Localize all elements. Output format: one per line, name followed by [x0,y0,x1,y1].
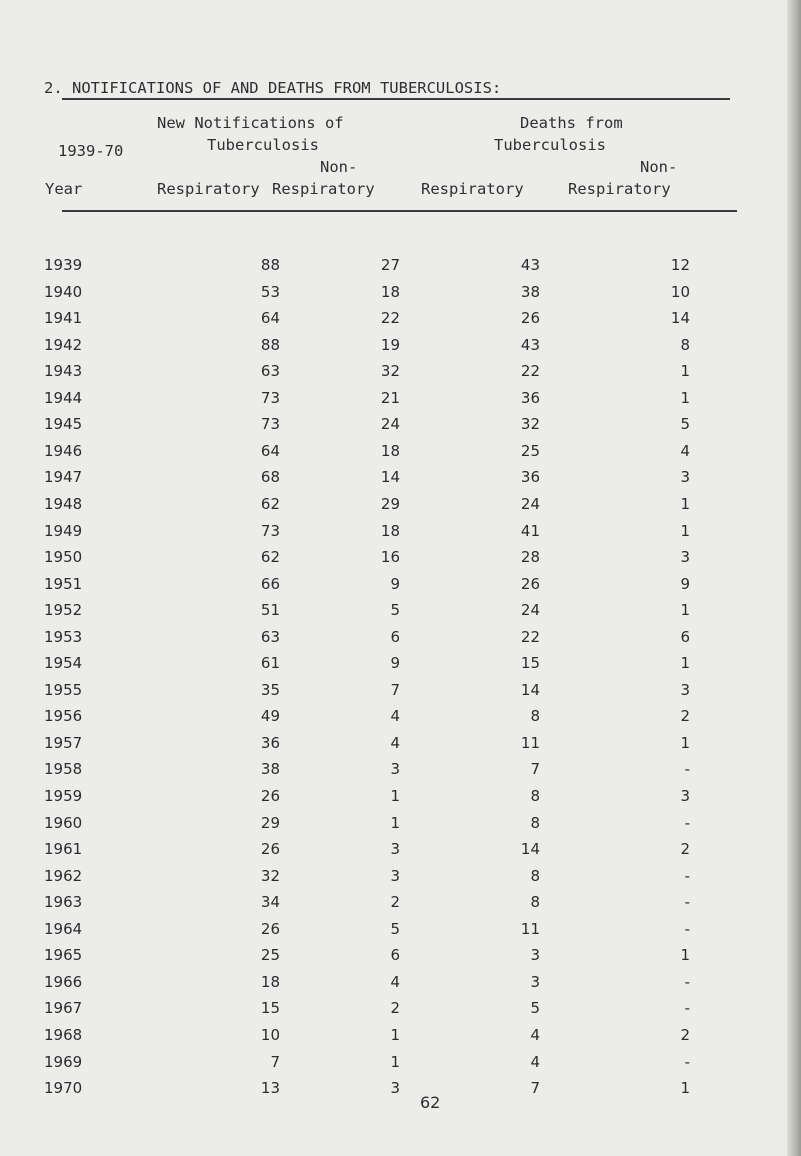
non-respiratory-notifications-cell: 9 [390,574,400,593]
year-cell: 1942 [44,335,83,354]
header-non-1: Non- [320,158,358,176]
non-respiratory-deaths-cell: - [684,813,690,832]
respiratory-notifications-cell: 66 [260,574,280,593]
non-respiratory-notifications-cell: 3 [390,760,400,779]
respiratory-deaths-cell: 4 [530,1025,540,1044]
non-respiratory-notifications-cell: 18 [380,441,400,460]
table-row [0,1078,801,1099]
year-cell: 1944 [44,388,83,407]
non-respiratory-deaths-cell: - [684,919,690,938]
non-respiratory-deaths-cell: - [684,866,690,885]
non-respiratory-deaths-cell: 1 [680,362,690,381]
table-row [0,308,801,329]
respiratory-deaths-cell: 3 [530,946,540,965]
non-respiratory-notifications-cell: 18 [380,282,400,301]
year-cell: 1954 [44,654,83,673]
respiratory-notifications-cell: 32 [260,866,280,885]
year-cell: 1941 [44,309,83,328]
respiratory-deaths-cell: 26 [520,309,540,328]
non-respiratory-deaths-cell: 2 [680,1025,690,1044]
header-bottom-rule [62,210,737,212]
non-respiratory-deaths-cell: 1 [680,654,690,673]
table-row [0,1025,801,1046]
year-cell: 1939 [44,256,83,274]
year-cell: 1955 [44,680,83,699]
non-respiratory-notifications-cell: 1 [390,1052,400,1071]
respiratory-deaths-cell: 4 [530,1052,540,1071]
year-cell: 1958 [44,760,83,779]
non-respiratory-notifications-cell: 18 [380,521,400,540]
respiratory-notifications-cell: 53 [260,282,280,301]
non-respiratory-deaths-cell: 1 [680,521,690,540]
year-cell: 1953 [44,627,83,646]
table-row [0,494,801,515]
respiratory-notifications-cell: 73 [260,415,280,434]
table-row [0,998,801,1019]
non-respiratory-deaths-cell: 14 [670,309,690,328]
non-respiratory-deaths-cell: 10 [670,282,690,301]
year-cell: 1940 [44,282,83,301]
respiratory-notifications-cell: 15 [260,999,280,1018]
non-respiratory-deaths-cell: 2 [680,840,690,859]
respiratory-deaths-cell: 8 [530,893,540,912]
table-row [0,414,801,435]
non-respiratory-deaths-cell: 9 [680,574,690,593]
respiratory-notifications-cell: 51 [260,601,280,620]
year-cell: 1943 [44,362,83,381]
year-cell: 1970 [44,1079,83,1098]
respiratory-deaths-cell: 22 [520,627,540,646]
respiratory-notifications-cell: 64 [260,441,280,460]
year-cell: 1951 [44,574,83,593]
year-cell: 1959 [44,787,83,805]
respiratory-deaths-cell: 8 [530,813,540,832]
respiratory-deaths-cell: 14 [520,680,540,699]
table-row [0,547,801,568]
non-respiratory-deaths-cell: 3 [680,787,690,805]
respiratory-deaths-cell: 11 [520,919,540,938]
table-row [0,839,801,860]
header-top-rule [62,98,730,100]
non-respiratory-deaths-cell: - [684,999,690,1018]
year-cell: 1945 [44,415,83,434]
header-non-2: Non- [640,158,678,176]
non-respiratory-deaths-cell: 1 [680,494,690,513]
non-respiratory-notifications-cell: 6 [390,946,400,965]
year-cell: 1949 [44,521,83,540]
table-row [0,813,801,834]
respiratory-notifications-cell: 88 [260,335,280,354]
respiratory-deaths-cell: 15 [520,654,540,673]
respiratory-deaths-cell: 25 [520,441,540,460]
non-respiratory-notifications-cell: 1 [390,787,400,805]
respiratory-notifications-cell: 64 [260,309,280,328]
non-respiratory-deaths-cell: 5 [680,415,690,434]
non-respiratory-deaths-cell: 3 [680,680,690,699]
respiratory-deaths-cell: 5 [530,999,540,1018]
table-row [0,786,801,807]
respiratory-notifications-cell: 25 [260,946,280,965]
table-row [0,919,801,940]
table-row [0,892,801,913]
non-respiratory-notifications-cell: 5 [390,919,400,938]
non-respiratory-deaths-cell: 8 [680,335,690,354]
respiratory-notifications-cell: 73 [260,388,280,407]
non-respiratory-notifications-cell: 9 [390,654,400,673]
year-cell: 1952 [44,601,83,620]
respiratory-notifications-cell: 13 [260,1079,280,1098]
respiratory-notifications-cell: 88 [260,256,280,274]
non-respiratory-deaths-cell: 3 [680,548,690,567]
year-cell: 1963 [44,893,83,912]
table-row [0,972,801,993]
respiratory-deaths-cell: 26 [520,574,540,593]
non-respiratory-notifications-cell: 1 [390,1025,400,1044]
year-cell: 1947 [44,468,83,487]
non-respiratory-notifications-cell: 14 [380,468,400,487]
respiratory-deaths-cell: 43 [520,335,540,354]
non-respiratory-notifications-cell: 7 [390,680,400,699]
non-respiratory-notifications-cell: 19 [380,335,400,354]
table-row [0,441,801,462]
non-respiratory-notifications-cell: 32 [380,362,400,381]
title-line-1: 2. NOTIFICATIONS OF AND DEATHS FROM TUBERCULOSIS: [44,79,502,97]
table-row [0,759,801,780]
table-row [0,680,801,701]
year-cell: 1948 [44,494,83,513]
non-respiratory-deaths-cell: 4 [680,441,690,460]
respiratory-notifications-cell: 49 [260,707,280,726]
non-respiratory-notifications-cell: 3 [390,866,400,885]
header-respiratory-notifications: Respiratory [157,180,260,198]
table-row [0,361,801,382]
non-respiratory-deaths-cell: 1 [680,388,690,407]
non-respiratory-deaths-cell: - [684,760,690,779]
table-row [0,388,801,409]
respiratory-notifications-cell: 63 [260,362,280,381]
non-respiratory-notifications-cell: 4 [390,733,400,752]
non-respiratory-deaths-cell: 12 [670,256,690,274]
header-non-respiratory-notifications: Respiratory [272,180,375,198]
respiratory-deaths-cell: 36 [520,468,540,487]
respiratory-deaths-cell: 22 [520,362,540,381]
respiratory-notifications-cell: 61 [260,654,280,673]
respiratory-notifications-cell: 63 [260,627,280,646]
year-cell: 1946 [44,441,83,460]
respiratory-notifications-cell: 7 [270,1052,280,1071]
year-cell: 1960 [44,813,83,832]
non-respiratory-notifications-cell: 27 [380,256,400,274]
year-cell: 1966 [44,972,83,991]
table-row [0,945,801,966]
respiratory-notifications-cell: 26 [260,919,280,938]
respiratory-deaths-cell: 3 [530,972,540,991]
table-row [0,521,801,542]
non-respiratory-notifications-cell: 4 [390,972,400,991]
respiratory-deaths-cell: 24 [520,601,540,620]
non-respiratory-notifications-cell: 3 [390,1079,400,1098]
page-number: 62 [420,1093,441,1112]
respiratory-deaths-cell: 36 [520,388,540,407]
non-respiratory-deaths-cell: 2 [680,707,690,726]
non-respiratory-deaths-cell: 3 [680,468,690,487]
table-row [0,866,801,887]
table-row [0,282,801,303]
respiratory-notifications-cell: 35 [260,680,280,699]
respiratory-deaths-cell: 11 [520,733,540,752]
non-respiratory-notifications-cell: 5 [390,601,400,620]
respiratory-notifications-cell: 29 [260,813,280,832]
respiratory-deaths-cell: 41 [520,521,540,540]
non-respiratory-deaths-cell: - [684,1052,690,1071]
year-cell: 1957 [44,733,83,752]
title-line-2: 1939-70 [58,142,124,160]
header-year: Year [45,180,83,198]
non-respiratory-deaths-cell: 1 [680,601,690,620]
table-row [0,574,801,595]
document-title [44,36,501,183]
respiratory-notifications-cell: 62 [260,494,280,513]
respiratory-notifications-cell: 26 [260,787,280,805]
year-cell: 1965 [44,946,83,965]
respiratory-deaths-cell: 32 [520,415,540,434]
header-deaths-line-2: Tuberculosis [494,136,606,154]
respiratory-notifications-cell: 10 [260,1025,280,1044]
table-row [0,335,801,356]
respiratory-deaths-cell: 24 [520,494,540,513]
respiratory-notifications-cell: 36 [260,733,280,752]
year-cell: 1964 [44,919,83,938]
respiratory-deaths-cell: 38 [520,282,540,301]
header-notifications-line-1: New Notifications of [157,114,344,132]
respiratory-notifications-cell: 73 [260,521,280,540]
non-respiratory-notifications-cell: 2 [390,999,400,1018]
non-respiratory-notifications-cell: 16 [380,548,400,567]
table-row [0,653,801,674]
table-row [0,627,801,648]
respiratory-deaths-cell: 7 [530,760,540,779]
non-respiratory-deaths-cell: 6 [680,627,690,646]
respiratory-deaths-cell: 8 [530,866,540,885]
respiratory-notifications-cell: 18 [260,972,280,991]
year-cell: 1962 [44,866,83,885]
non-respiratory-deaths-cell: 1 [680,1079,690,1098]
respiratory-deaths-cell: 7 [530,1079,540,1098]
non-respiratory-notifications-cell: 22 [380,309,400,328]
respiratory-deaths-cell: 14 [520,840,540,859]
year-cell: 1950 [44,548,83,567]
year-cell: 1961 [44,840,83,859]
table-row [0,600,801,621]
respiratory-notifications-cell: 62 [260,548,280,567]
year-cell: 1968 [44,1025,83,1044]
respiratory-deaths-cell: 8 [530,787,540,805]
respiratory-notifications-cell: 34 [260,893,280,912]
table-row [0,255,801,276]
respiratory-deaths-cell: 43 [520,256,540,274]
table-row [0,706,801,727]
respiratory-deaths-cell: 28 [520,548,540,567]
non-respiratory-notifications-cell: 24 [380,415,400,434]
non-respiratory-deaths-cell: - [684,893,690,912]
header-notifications-line-2: Tuberculosis [207,136,319,154]
table-row [0,467,801,488]
header-deaths-line-1: Deaths from [520,114,623,132]
respiratory-deaths-cell: 8 [530,707,540,726]
year-cell: 1967 [44,999,83,1018]
year-cell: 1969 [44,1052,83,1071]
non-respiratory-deaths-cell: 1 [680,733,690,752]
non-respiratory-notifications-cell: 6 [390,627,400,646]
non-respiratory-notifications-cell: 1 [390,813,400,832]
header-respiratory-deaths: Respiratory [421,180,524,198]
non-respiratory-notifications-cell: 2 [390,893,400,912]
non-respiratory-deaths-cell: - [684,972,690,991]
respiratory-notifications-cell: 38 [260,760,280,779]
year-cell: 1956 [44,707,83,726]
non-respiratory-deaths-cell: 1 [680,946,690,965]
non-respiratory-notifications-cell: 29 [380,494,400,513]
table-row [0,1052,801,1073]
respiratory-notifications-cell: 68 [260,468,280,487]
respiratory-notifications-cell: 26 [260,840,280,859]
non-respiratory-notifications-cell: 21 [380,388,400,407]
non-respiratory-notifications-cell: 3 [390,840,400,859]
table-row [0,733,801,754]
non-respiratory-notifications-cell: 4 [390,707,400,726]
header-non-respiratory-deaths: Respiratory [568,180,671,198]
